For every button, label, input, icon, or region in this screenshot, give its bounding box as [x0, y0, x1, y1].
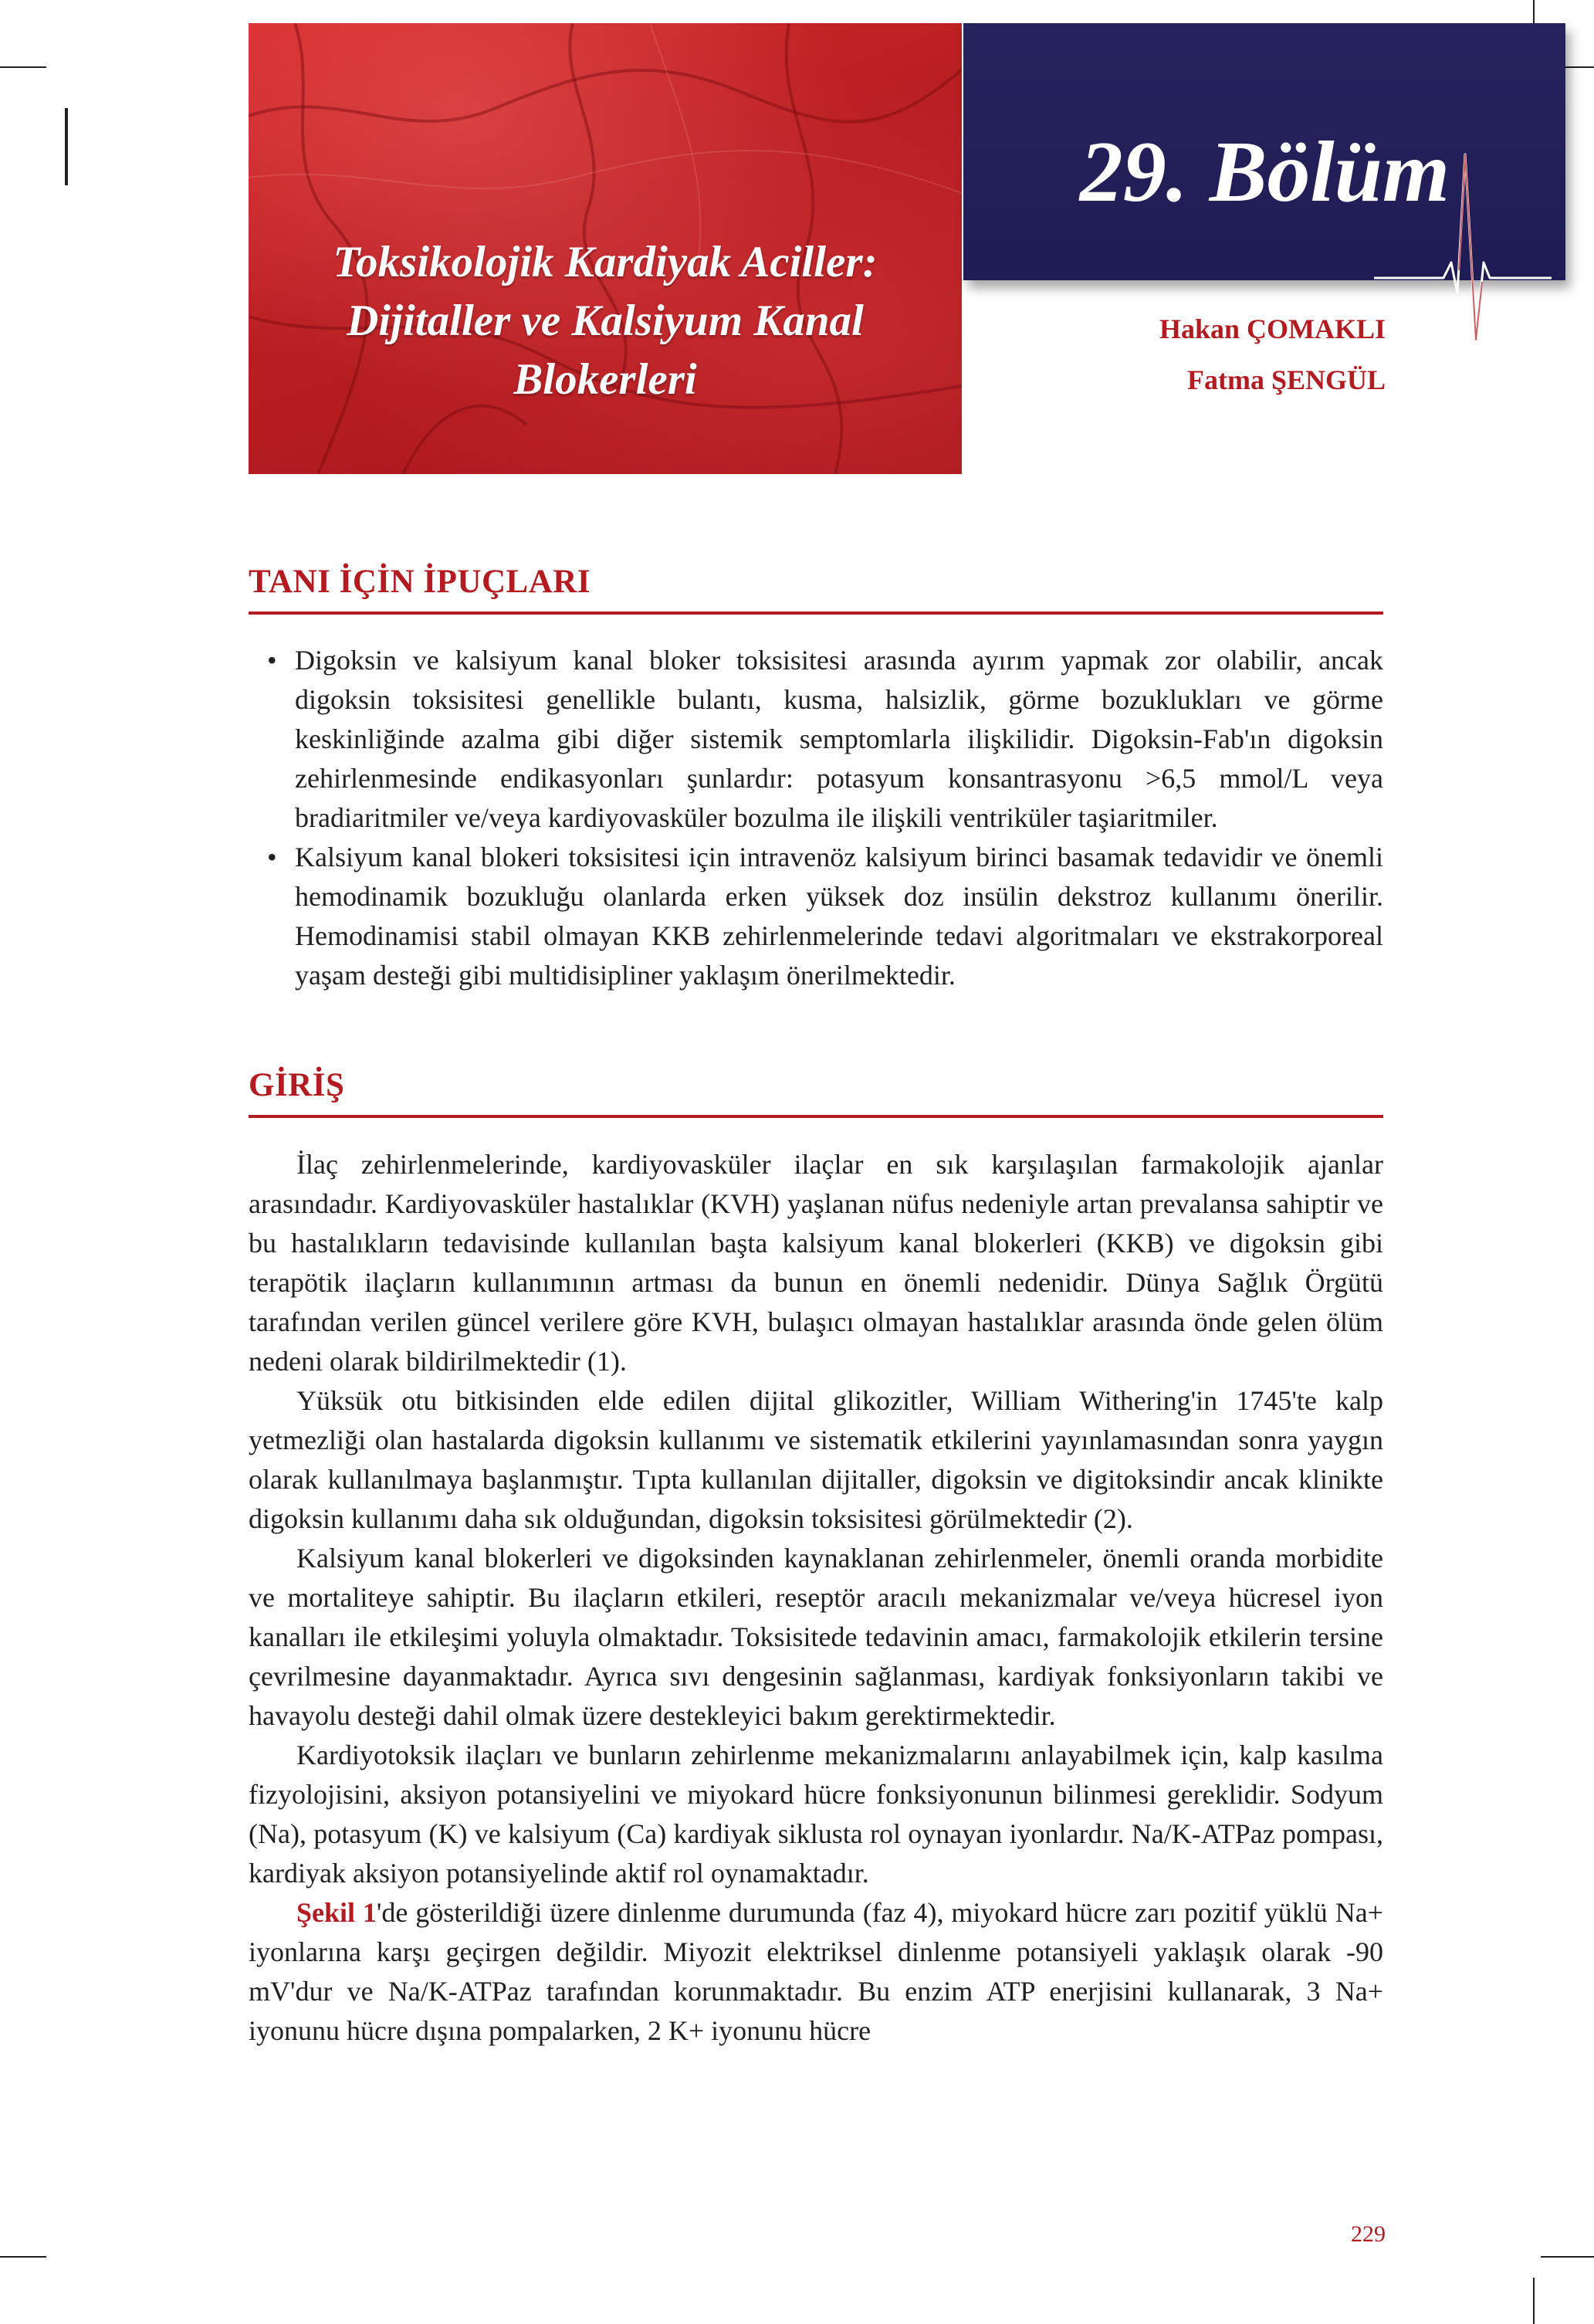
chapter-title	[272, 233, 939, 409]
paragraph: Kalsiyum kanal blokerleri ve digoksinden kaynaklanan zehirlenmeler, önemli oranda morbidite ve mortaliteye sahiptir. Bu ilaçların etkileri, reseptör aracılı mekanizmalar ve/veya hücresel iyon kanalları ile etkileşimi yoluyla olmaktadır. Toksisitede tedavinin amacı, farmakolojik etkilerin tersine çevrilmesine dayanmaktadır. Ayrıca sıvı dengesinin sağlanması, kardiyak fonksiyonların takibi ve havayolu desteği dahil olmak üzere destekleyici bakım gerektirmektedir.	[249, 1543, 1383, 1731]
bullet-icon: •	[267, 645, 277, 676]
crop-mark	[65, 108, 68, 185]
chapter-number: 29. Bölüm	[1079, 124, 1450, 220]
bullet-icon: •	[267, 842, 277, 872]
chapter-title-line: Dijitaller ve Kalsiyum Kanal	[347, 296, 864, 345]
list-item-text: Digoksin ve kalsiyum kanal bloker toksisitesi arasında ayırım yapmak zor olabilir, ancak digoksin toksisitesi genellikle bulantı, kusma, halsizlik, görme bozuklukları ve görme keskinliğinde azalma gibi diğer sistemik semptomlarla ilişkilidir. Digoksin-Fab'ın digoksin zehirlenmesinde endikasyonları şunlardır: potasyum konsantrasyonu >6,5 mmol/L veya bradiaritmiler ve/veya kardiyovasküler bozulma ile ilişkili ventriküler taşiaritmiler.	[295, 645, 1383, 833]
figure-reference: Şekil 1	[296, 1897, 377, 1928]
crop-mark	[0, 2256, 46, 2258]
list-item	[267, 838, 1383, 995]
chapter-title-panel	[249, 23, 962, 474]
author-name: Hakan ÇOMAKLI	[1159, 313, 1386, 344]
heading-rule	[249, 1115, 1383, 1118]
chapter-title-line: Toksikolojik Kardiyak Aciller:	[333, 238, 878, 286]
authors	[1159, 303, 1386, 405]
crop-mark	[0, 66, 46, 68]
paragraph	[249, 1893, 1383, 2051]
paragraph: Kardiyotoksik ilaçları ve bunların zehirlenme mekanizmalarını anlayabilmek için, kalp kasılma fizyolojisini, aksiyon potansiyelini ve miyokard hücre fonksiyonunun bilinmesi gereklidir. Sodyum (Na), potasyum (K) ve kalsiyum (Ca) kardiyak siklusta rol oynayan iyonlardır. Na/K-ATPaz pompası, kardiyak aksiyon potansiyelinde aktif rol oynamaktadır.	[249, 1740, 1383, 1889]
paragraph-text: 'de gösterildiği üzere dinlenme durumunda (faz 4), miyokard hücre zarı pozitif yüklü Na+ iyonlarına karşı geçirgen değildir. Miyozit elektriksel dinlenme potansiyeli yaklaşık olarak -90 mV'dur ve Na/K-ATPaz tarafından korunmaktadır. Bu enzim ATP enerjisini kullanarak, 3 Na+ iyonunu hücre dışına pompalarken, 2 K+ iyonunu hücre	[249, 1897, 1383, 2046]
intro-body	[249, 1145, 1383, 2051]
list-item	[267, 641, 1383, 838]
heading-rule	[249, 611, 1383, 615]
tips-list	[267, 641, 1383, 995]
paragraph: İlaç zehirlenmelerinde, kardiyovasküler ilaçlar en sık karşılaşılan farmakolojik ajanlar arasındadır. Kardiyovasküler hastalıklar (KVH) yaşlanan nüfus nedeniyle artan prevalansa sahiptir ve bu hastalıkların tedavisinde kullanılan başta kalsiyum kanal blokerleri (KKB) ve digoksin gibi terapötik ilaçların kullanımının artması da bunun en önemli nedenidir. Dünya Sağlık Örgütü tarafından verilen güncel verilere göre KVH, bulaşıcı olmayan hastalıklar arasında önde gelen ölüm nedeni olarak bildirilmektedir (1).	[249, 1149, 1383, 1377]
chapter-title-line: Blokerleri	[513, 355, 697, 404]
ecg-line-graphic	[1374, 147, 1552, 347]
author-name: Fatma ŞENGÜL	[1186, 364, 1386, 395]
crop-mark	[1533, 2278, 1535, 2324]
list-item-text: Kalsiyum kanal blokeri toksisitesi için intravenöz kalsiyum birinci basamak tedavidir ve önemli hemodinamik bozukluğu olanlarda erken yüksek doz insülin dekstroz kullanımı önerilir. Hemodinamisi stabil olmayan KKB zehirlenmelerinde tedavi algoritmaları ve ekstrakorporeal yaşam desteği gibi multidisipliner yaklaşım önerilmektedir.	[295, 842, 1383, 991]
page-number: 229	[1351, 2221, 1386, 2247]
section-heading-intro: GİRİŞ	[249, 1067, 345, 1103]
crop-mark	[1541, 2256, 1594, 2258]
section-heading-tips: TANI İÇİN İPUÇLARI	[249, 564, 591, 600]
paragraph: Yüksük otu bitkisinden elde edilen dijital glikozitler, William Withering'in 1745'te kalp yetmezliği olan hastalarda digoksin kullanımı ve sistematik etkilerini yayınlamasından sonra yaygın olarak kullanılmaya başlanmıştır. Tıpta kullanılan dijitaller, digoksin ve digitoksindir ancak klinikte digoksin kullanımı daha sık olduğundan, digoksin toksisitesi görülmektedir (2).	[249, 1385, 1383, 1534]
